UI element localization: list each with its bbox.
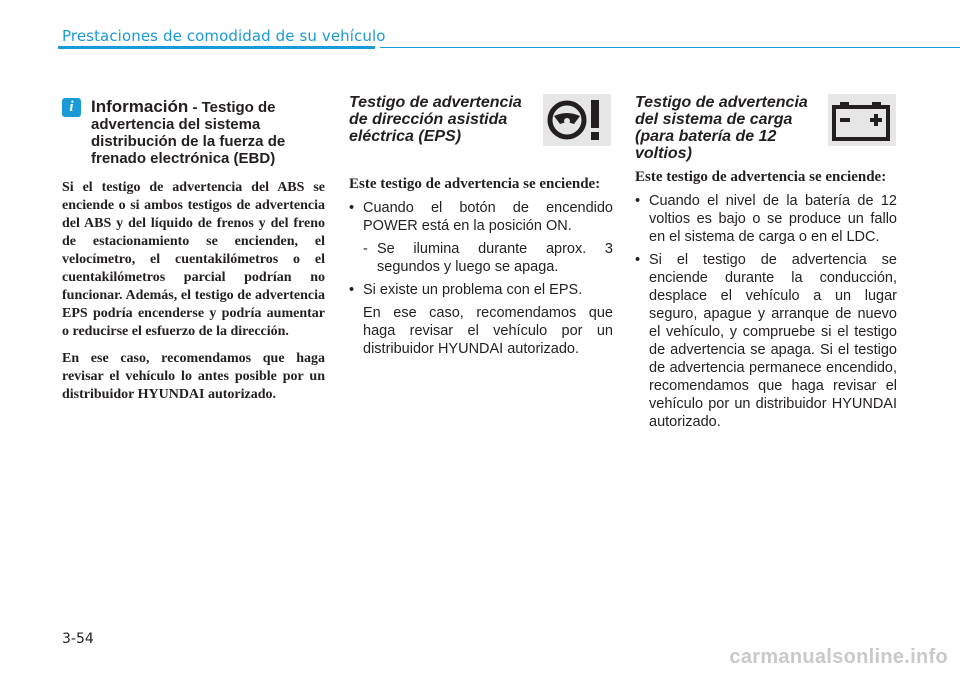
header-rule (380, 47, 960, 48)
eps-title: Testigo de advertencia de dirección asistida eléctrica (EPS) (349, 94, 522, 145)
steering-wheel-exclamation-icon (543, 94, 611, 146)
page-number: 3-54 (62, 631, 94, 647)
info-icon: i (62, 98, 81, 117)
list-item: • Si existe un problema con el EPS. (349, 282, 583, 298)
list-item: • Si el testigo de advertencia se enciende durante la conducción, desplace el vehículo a un lugar seguro, apague y arranque de nuevo el vehículo, y compruebe si el testigo de advertencia se apaga. Si el testigo de advertencia permanece encendido, recomendamos que haga revisar el vehículo por un distribuidor HYUNDAI autorizado. (635, 252, 897, 430)
header-rule-accent (58, 46, 375, 49)
info-paragraph: Si el testigo de advertencia del ABS se enciende o si ambos testigos de advertencia del ABS y del líquido de frenos y del freno de estacionamiento se encienden, el velocímetro, el cuentakilómetros o el cuentakilómetros parcial podrían no funcionar. Además, el testigo de advertencia EPS podría encenderse y podría aumentar o reducirse el esfuerzo de la dirección. (62, 180, 325, 339)
eps-lead: Este testigo de advertencia se enciende: (349, 176, 601, 192)
list-item: • Cuando el botón de encendido POWER está en la posición ON. (349, 200, 613, 234)
info-title (91, 98, 325, 167)
charging-section (635, 94, 897, 436)
list-subitem: - Se ilumina durante aprox. 3 segundos y luego se apaga. (363, 241, 613, 275)
list-item: • Cuando el nivel de la batería de 12 voltios es bajo o se produce un fallo en el sistema de carga o en el LDC. (635, 193, 897, 245)
section-header: Prestaciones de comodidad de su vehículo (62, 27, 386, 45)
charging-lead: Este testigo de advertencia se enciende: (635, 169, 887, 185)
charging-bullets (635, 192, 897, 431)
info-paragraph: En ese caso, recomendamos que haga revisar el vehículo lo antes posible por un distribuidor HYUNDAI autorizado. (62, 351, 325, 402)
info-box (62, 98, 325, 404)
charging-title: Testigo de advertencia del sistema de carga (para batería de 12 voltios) (635, 94, 808, 162)
eps-bullets (349, 199, 613, 235)
info-title-sub: - Testigo de advertencia del sistema distribución de la fuerza de frenado electrónica (EBD) (91, 99, 286, 167)
watermark: carmanualsonline.info (729, 646, 948, 668)
eps-bullets-2 (349, 281, 613, 299)
eps-section (349, 94, 613, 363)
battery-icon (828, 94, 896, 146)
info-title-main: Información (91, 97, 189, 116)
eps-note: En ese caso, recomendamos que haga revisar el vehículo por un distribuidor HYUNDAI autorizado. (363, 305, 613, 357)
